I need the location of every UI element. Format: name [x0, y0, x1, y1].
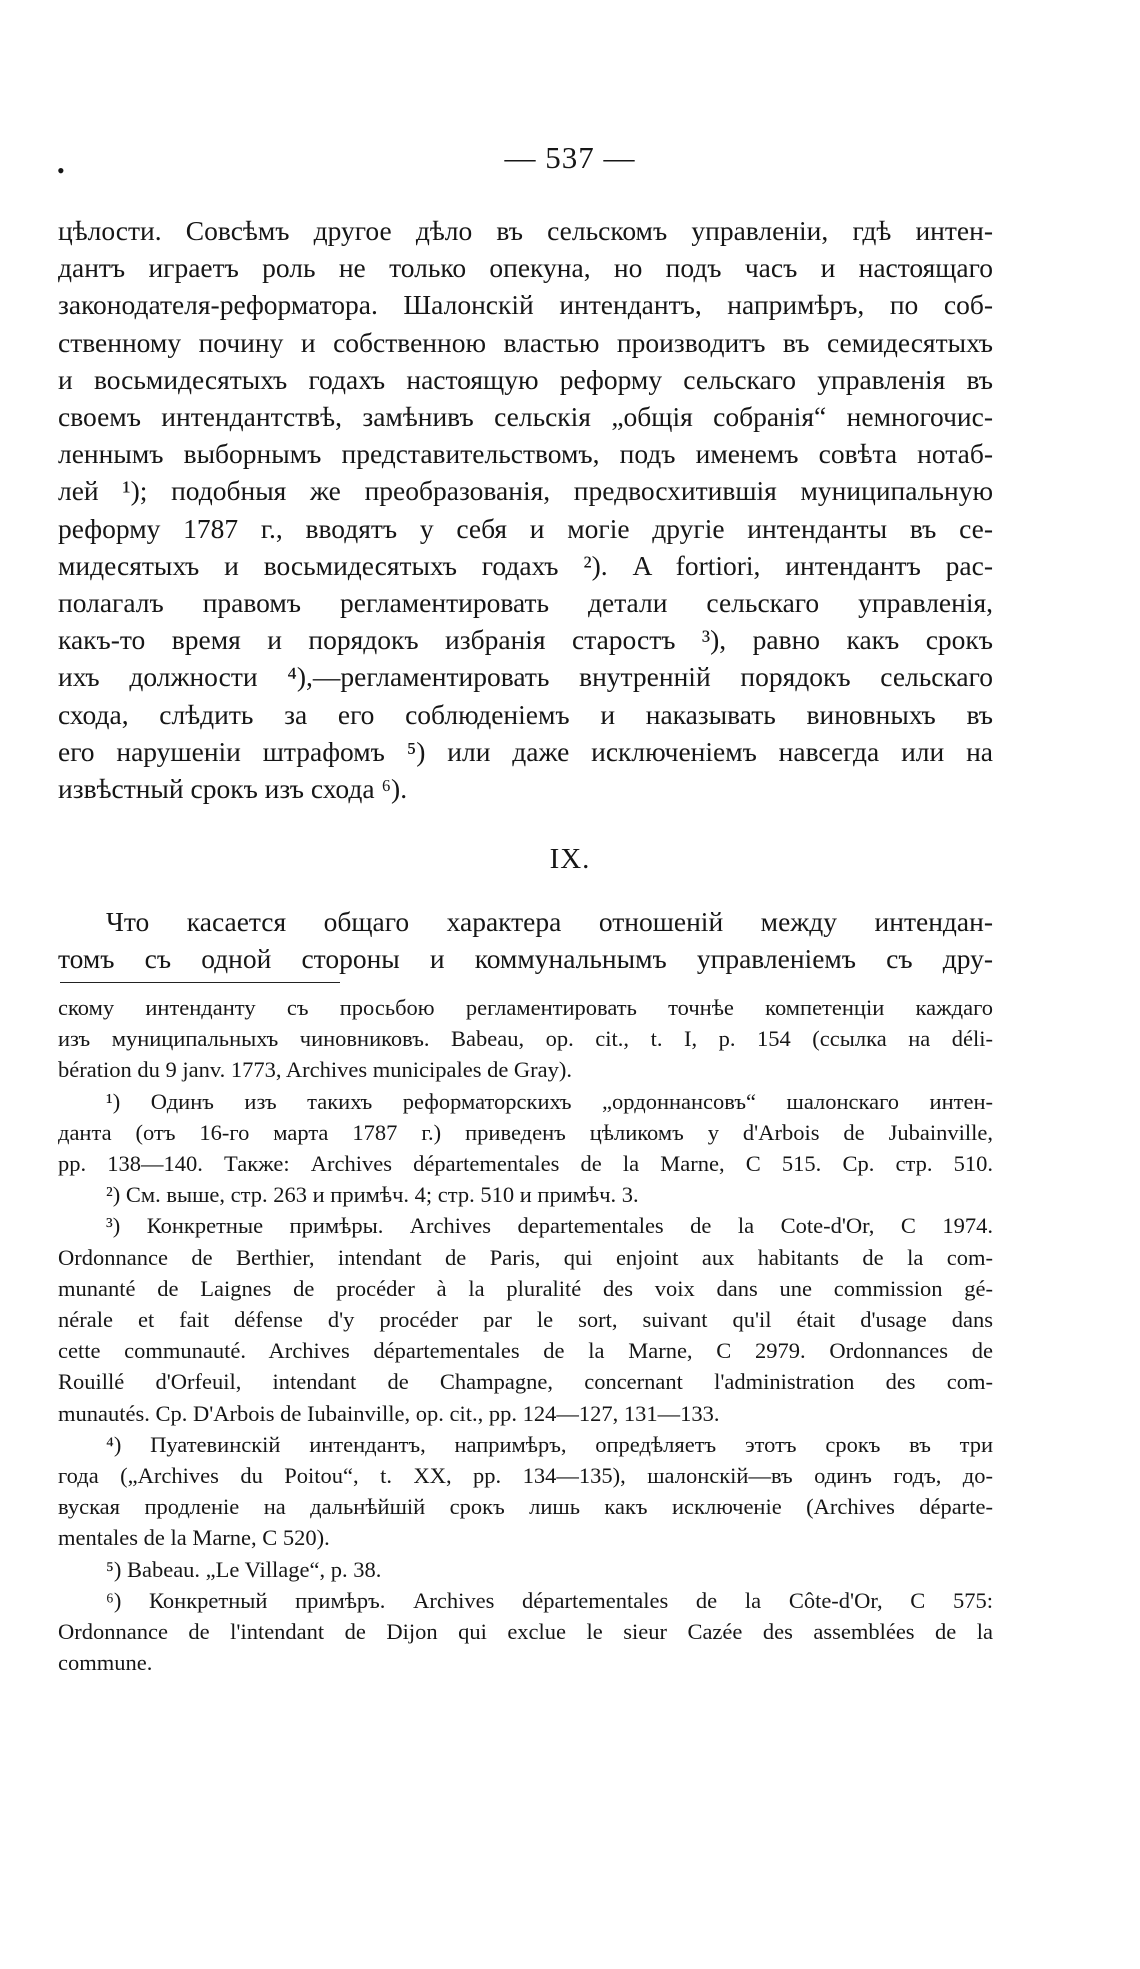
- footnote-5: ⁵) Babeau. „Le Village“, p. 38.: [106, 1556, 382, 1582]
- footnote-2: ²) См. выше, стр. 263 и примѣч. 4; стр. 510 и примѣч. 3.: [106, 1182, 639, 1208]
- footnote-line: bération du 9 janv. 1773, Archives municipales de Gray).: [58, 1057, 573, 1083]
- stray-mark: •: [57, 158, 65, 183]
- text-line: ственному почину и собственною властью производитъ въ семидесятыхъ: [58, 326, 993, 358]
- footnote-line: commune.: [58, 1650, 153, 1676]
- text-line: ихъ должности ⁴),—регламентировать внутренній порядокъ сельскаго: [58, 661, 993, 693]
- section-paragraph: [58, 903, 993, 977]
- text-line: Что касается общаго характера отношеній между интендан-: [106, 906, 993, 937]
- text-line: реформу 1787 г., вводятъ у себя и могіе другіе интенданты въ се-: [58, 512, 993, 544]
- text-line: его нарушеніи штрафомъ ⁵) или даже исключеніемъ навсегда или на: [58, 735, 993, 767]
- footnote-line: Rouillé d'Orfeuil, intendant de Champagne, concernant l'administration des com-: [58, 1369, 993, 1395]
- footnote-line: nérale et fait défense d'y procéder par le sort, suivant qu'il était d'usage dans: [58, 1307, 993, 1333]
- footnote-line: года („Archives du Poitou“, t. XX, pp. 134—135), шалонскій—въ одинъ годъ, до-: [58, 1463, 993, 1489]
- text-line: леннымъ выборнымъ представительствомъ, подъ именемъ совѣта нотаб-: [58, 438, 993, 470]
- text-line: схода, слѣдить за его соблюденіемъ и наказывать виновныхъ въ: [58, 698, 993, 730]
- footnote-4: ⁴) Пуатевинскій интендантъ, напримѣръ, опредѣляетъ этотъ срокъ въ три: [106, 1431, 993, 1457]
- text-line: своемъ интендантствѣ, замѣнивъ сельскія „общія собранія“ немногочис-: [58, 401, 993, 433]
- section-heading: IX.: [549, 843, 591, 875]
- footnotes: [58, 992, 993, 1678]
- footnote-line: mentales de la Marne, C 520).: [58, 1525, 330, 1551]
- text-line: и восьмидесятыхъ годахъ настоящую реформу сельскаго управленія въ: [58, 363, 993, 395]
- footnote-6: ⁶) Конкретный примѣръ. Archives départementales de la Côte-d'Or, C 575:: [106, 1587, 993, 1613]
- footnote-line: Ordonnance de l'intendant de Dijon qui exclue le sieur Cazée des assemblées de la: [58, 1619, 993, 1645]
- footnote-line: Ordonnance de Berthier, intendant de Paris, qui enjoint aux habitants de la com-: [58, 1244, 993, 1270]
- text-line: лей ¹); подобныя же преобразованія, предвосхитившія муниципальную: [58, 475, 993, 507]
- text-line: законодателя-реформатора. Шалонскій интендантъ, напримѣръ, по соб-: [58, 289, 993, 321]
- text-line: полагалъ правомъ регламентировать детали сельскаго управленія,: [58, 587, 993, 619]
- footnote-line: cette communauté. Archives départementales de la Marne, C 2979. Ordonnances de: [58, 1338, 993, 1364]
- footnote-line: вуская продленіе на дальнѣйшій срокъ лишь какъ исключеніе (Archives départe-: [58, 1494, 993, 1520]
- main-paragraph: [58, 212, 993, 807]
- text-line: мидесятыхъ и восьмидесятыхъ годахъ ²). A fortiori, интендантъ рас-: [58, 549, 993, 581]
- text-line: цѣлости. Совсѣмъ другое дѣло въ сельскомъ управленіи, гдѣ интен-: [58, 215, 993, 246]
- footnote-line: данта (отъ 16-го марта 1787 г.) приведенъ цѣликомъ у d'Arbois de Jubainville,: [58, 1119, 993, 1145]
- footnote-line: munanté de Laignes de procéder à la pluralité des voix dans une commission gé-: [58, 1275, 993, 1301]
- text-line: какъ-то время и порядокъ избранія старостъ ³), равно какъ срокъ: [58, 624, 993, 656]
- footnote-line: pp. 138—140. Также: Archives départementales de la Marne, C 515. Ср. стр. 510.: [58, 1151, 993, 1177]
- footnote-1: ¹) Одинъ изъ такихъ реформаторскихъ „ордоннансовъ“ шалонскаго интен-: [106, 1088, 993, 1114]
- text-line: извѣстный срокъ изъ схода ⁶).: [58, 773, 408, 805]
- footnote-divider: [60, 982, 340, 983]
- text-line: дантъ играетъ роль не только опекуна, но подъ часъ и настоящаго: [58, 252, 993, 284]
- text-line: томъ съ одной стороны и коммунальнымъ управленіемъ съ дру-: [58, 943, 993, 975]
- footnote-line: munautés. Cp. D'Arbois de Iubainville, op. cit., pp. 124—127, 131—133.: [58, 1400, 720, 1426]
- page-number: — 537 —: [504, 140, 636, 175]
- footnote-line: изъ муниципальныхъ чиновниковъ. Babeau, op. cit., t. I, p. 154 (ссылка на déli-: [58, 1026, 993, 1052]
- footnote-line: скому интенданту съ просьбою регламентировать точнѣе компетенціи каждаго: [58, 995, 993, 1020]
- footnote-3: ³) Конкретные примѣры. Archives departementales de la Cote-d'Or, C 1974.: [106, 1213, 993, 1239]
